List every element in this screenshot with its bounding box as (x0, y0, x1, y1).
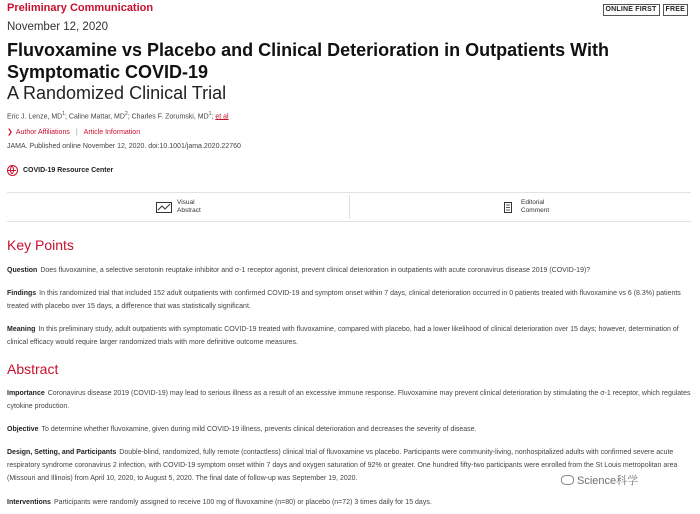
findings-text: In this randomized trial that included 152 adult outpatients with confirmed COVID-19 and symptom onset within 7 days, clinical deterioration occurred in 0 patients treated with fluvoxamine vs 6 (8.3%) patients treated with placebo over 15 days, a difference that was statistically significant. (7, 290, 681, 310)
question-text: Does fluvoxamine, a selective serotonin reuptake inhibitor and σ-1 receptor agonist, prevent clinical deterioration in outpatients with acute coronavirus disease 2019 (COVID-19)? (40, 267, 591, 274)
author-name[interactable]: Eric J. Lenze, MD (7, 113, 63, 121)
author-affiliation-mark: 1 (208, 111, 212, 117)
article-title: Fluvoxamine vs Placebo and Clinical Deterioration in Outpatients With Symptomatic COVID-19 (7, 40, 609, 82)
design-text: Double-blind, randomized, fully remote (contactless) clinical trial of fluvoxamine vs placebo. Participants were community-living, nonhospitalized adults with confirmed severe acute respiratory syndrome coronavirus 2 infection, with COVID-19 symptom onset within 7 days and oxygen saturation of 92% or greater. One hundred fifty-two participants were enrolled from the St Louis metropolitan area (Missouri and Illinois) from April 10, 2020, to August 5, 2020. The final date of follow-up was September 19, 2020. (7, 449, 678, 482)
access-badges (603, 4, 689, 16)
key-point-meaning (7, 323, 693, 349)
editorial-comment-button[interactable] (500, 199, 549, 215)
objective-label: Objective (7, 426, 39, 433)
design-label: Design, Setting, and Participants (7, 449, 117, 456)
et-al-link[interactable]: et al (215, 113, 229, 121)
article-subtitle: A Randomized Clinical Trial (7, 83, 227, 103)
author-affiliations-link[interactable]: Author Affiliations (15, 128, 70, 136)
editorial-comment-label-line1: Editorial (521, 199, 545, 206)
abstract-interventions (7, 496, 693, 509)
key-points-heading: Key Points (7, 237, 74, 253)
wechat-icon (561, 475, 574, 485)
author-name[interactable]: Caline Mattar, MD (68, 113, 125, 121)
free-badge: FREE (663, 4, 688, 16)
findings-label: Findings (7, 290, 37, 297)
key-point-findings (7, 287, 693, 313)
article-toolbar (7, 192, 691, 222)
question-label: Question (7, 267, 38, 274)
objective-text: To determine whether fluvoxamine, given during mild COVID-19 illness, prevents clinical deterioration and decreases the severity of disease. (41, 426, 477, 433)
document-icon (500, 202, 516, 213)
author-list: Eric J. Lenze, $MD^1$; Caline Mattar, $MD^2$; Charles F. Zorumski, $MD^1$; et al (7, 111, 229, 121)
visual-abstract-icon (156, 202, 172, 213)
article-links (7, 128, 140, 136)
interventions-text: Participants were randomly assigned to receive 100 mg of fluvoxamine (n=80) or placebo (n=72) 3 times daily for 15 days. (53, 499, 432, 506)
chevron-right-icon: ❯ (7, 129, 13, 136)
publication-date: November 12, 2020 (7, 21, 109, 33)
visual-abstract-label-line2: Abstract (177, 207, 201, 214)
key-point-question (7, 264, 693, 277)
globe-icon (7, 165, 18, 176)
importance-text: Coronavirus disease 2019 (COVID-19) may lead to serious illness as a result of an excessive immune response. Fluvoxamine may prevent clinical deterioration by stimulating the σ-1 receptor, which regulates cytokine production. (7, 390, 691, 410)
article-information-link[interactable]: Article Information (83, 128, 141, 136)
visual-abstract-button[interactable] (156, 199, 201, 215)
author-affiliation-mark: 2 (124, 111, 128, 117)
abstract-heading: Abstract (7, 361, 59, 377)
interventions-label: Interventions (7, 499, 51, 506)
author-name[interactable]: Charles F. Zorumski, MD (131, 113, 209, 121)
editorial-comment-label-line2: Comment (521, 207, 550, 214)
meaning-label: Meaning (7, 326, 36, 333)
visual-abstract-label-line1: Visual (177, 199, 195, 206)
covid-resource-center-link[interactable] (7, 165, 113, 176)
online-first-badge: ONLINE FIRST (603, 4, 660, 16)
article-citation: JAMA. Published online November 12, 2020. doi:10.1001/jama.2020.22760 (7, 143, 241, 150)
article-category: Preliminary Communication (7, 2, 154, 14)
author-affiliation-mark: 1 (62, 111, 66, 117)
link-separator: | (75, 128, 78, 136)
watermark-text: Science科学 (577, 475, 639, 487)
meaning-text: In this preliminary study, adult outpatients with symptomatic COVID-19 treated with fluvoxamine, compared with placebo, had a lower likelihood of clinical deterioration over 15 days; however, determination of clinical efficacy would require larger randomized trials with more definitive outcome measures. (7, 326, 679, 346)
toolbar-divider (349, 195, 350, 219)
watermark (561, 472, 638, 488)
resource-center-label: COVID-19 Resource Center (23, 167, 114, 174)
abstract-objective (7, 423, 693, 436)
importance-label: Importance (7, 390, 45, 397)
abstract-importance (7, 387, 693, 413)
